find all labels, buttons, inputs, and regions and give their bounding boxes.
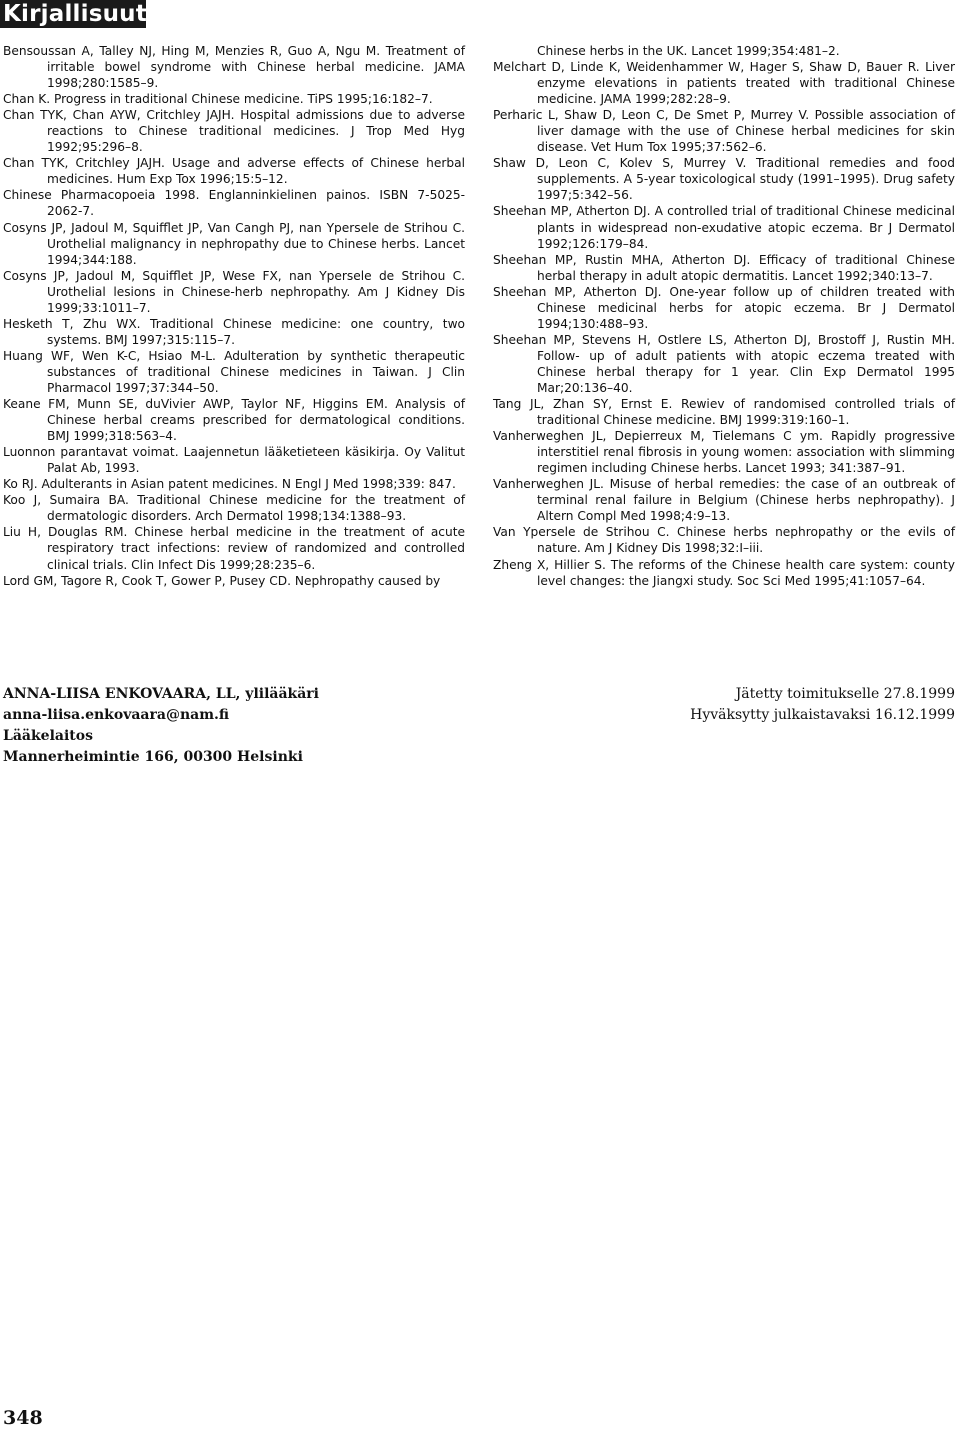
reference-entry: Perharic L, Shaw D, Leon C, De Smet P, Murrey V. Possible association of liver damage with the use of Chinese herbal medicines for skin disease. Vet Hum Tox 1995;37:562–6. bbox=[493, 108, 955, 155]
author-info bbox=[3, 684, 319, 768]
reference-entry: Liu H, Douglas RM. Chinese herbal medicine in the treatment of acute respiratory tract infections: review of randomized and controlled clinical trials. Clin Infect Dis 1999;28:235–6. bbox=[3, 525, 465, 572]
author-email: anna-liisa.enkovaara@nam.fi bbox=[3, 707, 230, 723]
reference-entry: Van Ypersele de Strihou C. Chinese herbs nephropathy or the evils of nature. Am J Kidney Dis 1998;32:I–iii. bbox=[493, 525, 955, 556]
submitted-date: Jätetty toimitukselle 27.8.1999 bbox=[735, 686, 955, 702]
reference-entry: Koo J, Sumaira BA. Traditional Chinese medicine for the treatment of dermatologic disorders. Arch Dermatol 1998;134:1388–93. bbox=[3, 493, 465, 524]
page-header bbox=[0, 0, 960, 30]
reference-entry: Lord GM, Tagore R, Cook T, Gower P, Pusey CD. Nephropathy caused by bbox=[3, 573, 441, 588]
reference-entry: Sheehan MP, Rustin MHA, Atherton DJ. Efficacy of traditional Chinese herbal therapy in adult atopic dermatitis. Lancet 1992;340:13–7. bbox=[493, 252, 955, 283]
reference-entry: Sheehan MP, Atherton DJ. One-year follow up of children treated with Chinese medicinal herbs for atopic eczema. Br J Dermatol 1994;130:488–93. bbox=[493, 284, 955, 331]
reference-entry: Chan TYK, Critchley JAJH. Usage and adverse effects of Chinese herbal medicines. Hum Exp Tox 1996;15:5–12. bbox=[3, 156, 465, 187]
reference-entry-continued: Chinese herbs in the UK. Lancet 1999;354:481–2. bbox=[537, 44, 840, 58]
reference-entry: Zheng X, Hillier S. The reforms of the Chinese health care system: county level changes: the Jiangxi study. Soc Sci Med 1995;41:1057–64. bbox=[493, 557, 955, 588]
reference-entry: Melchart D, Linde K, Weidenhammer W, Hager S, Shaw D, Bauer R. Liver enzyme elevations in patients treated with traditional Chinese medicine. JAMA 1999;282:28–9. bbox=[493, 60, 955, 107]
references-left-column bbox=[3, 43, 465, 589]
reference-entry: Keane FM, Munn SE, duVivier AWP, Taylor NF, Higgins EM. Analysis of Chinese herbal creams prescribed for dermatological conditions. BMJ 1999;318:563–4. bbox=[3, 397, 465, 444]
reference-entry: Vanherweghen JL, Depierreux M, Tielemans C ym. Rapidly progressive interstitiel renal fibrosis in young women: association with slimming regimen including Chinese herbs. Lancet 1993; 341:387–91. bbox=[493, 429, 955, 476]
page-number: 348 bbox=[3, 1407, 43, 1429]
reference-entry: Huang WF, Wen K-C, Hsiao M-L. Adulteration by synthetic therapeutic substances of traditional Chinese medicines in Taiwan. J Clin Pharmacol 1997;37:344–50. bbox=[3, 348, 465, 395]
reference-entry: Cosyns JP, Jadoul M, Squifflet JP, Wese FX, nan Ypersele de Strihou C. Urothelial lesions in Chinese-herb nephropathy. Am J Kidney Dis 1999;33:1011–7. bbox=[3, 268, 465, 315]
publication-dates bbox=[690, 684, 955, 726]
references-right-column bbox=[493, 43, 955, 589]
reference-entry: Chan K. Progress in traditional Chinese medicine. TiPS 1995;16:182–7. bbox=[3, 92, 433, 107]
author-name: ANNA-LIISA ENKOVAARA, LL, ylilääkäri bbox=[3, 686, 320, 702]
reference-entry: Hesketh T, Zhu WX. Traditional Chinese medicine: one country, two systems. BMJ 1997;315:115–7. bbox=[3, 316, 465, 347]
reference-entry: Bensoussan A, Talley NJ, Hing M, Menzies R, Guo A, Ngu M. Treatment of irritable bowel syndrome with Chinese herbal medicine. JAMA 1998;280:1585–9. bbox=[3, 44, 465, 91]
reference-entry: Chan TYK, Chan AYW, Critchley JAJH. Hospital admissions due to adverse reactions to Chinese traditional medicines. J Trop Med Hyg 1992;95:296–8. bbox=[3, 108, 465, 155]
author-address: Mannerheimintie 166, 00300 Helsinki bbox=[3, 749, 303, 765]
reference-entry: Shaw D, Leon C, Kolev S, Murrey V. Traditional remedies and food supplements. A 5-year toxicological study (1991–1995). Drug safety 1997;5:342–56. bbox=[493, 156, 955, 203]
reference-entry: Vanherweghen JL. Misuse of herbal remedies: the case of an outbreak of terminal renal failure in Belgium (Chinese herbs nephropathy). J Altern Compl Med 1998;4:9–13. bbox=[493, 477, 955, 524]
reference-entry: Sheehan MP, Atherton DJ. A controlled trial of traditional Chinese medicinal plants in widespread non-exudative atopic eczema. Br J Dermatol 1992;126:179–84. bbox=[493, 204, 955, 251]
reference-entry: Luonnon parantavat voimat. Laajennetun lääketieteen käsikirja. Oy Valitut Palat Ab, 1993. bbox=[3, 445, 465, 476]
reference-entry: Sheehan MP, Stevens H, Ostlere LS, Atherton DJ, Brostoff J, Rustin MH. Follow- up of adult patients with atopic eczema treated with Chinese herbal therapy for 1 year. Clin Exp Dermatol 1995 Mar;20:136–40. bbox=[493, 332, 955, 395]
accepted-date: Hyväksytty julkaistavaksi 16.12.1999 bbox=[690, 707, 955, 723]
author-organization: Lääkelaitos bbox=[3, 728, 93, 744]
reference-entry: Chinese Pharmacopoeia 1998. Englanninkielinen painos. ISBN 7-5025-2062-7. bbox=[3, 188, 465, 219]
reference-entry: Tang JL, Zhan SY, Ernst E. Rewiev of randomised controlled trials of traditional Chinese medicine. BMJ 1999:319:160–1. bbox=[493, 397, 955, 428]
reference-entry: Ko RJ. Adulterants in Asian patent medicines. N Engl J Med 1998;339: 847. bbox=[3, 477, 456, 492]
reference-entry: Cosyns JP, Jadoul M, Squifflet JP, Van Cangh PJ, nan Ypersele de Strihou C. Urothelial malignancy in nephropathy due to Chinese herbs. Lancet 1994;344:188. bbox=[3, 220, 465, 267]
section-title-bar bbox=[0, 0, 174, 28]
section-title: Kirjallisuutta bbox=[3, 1, 174, 27]
